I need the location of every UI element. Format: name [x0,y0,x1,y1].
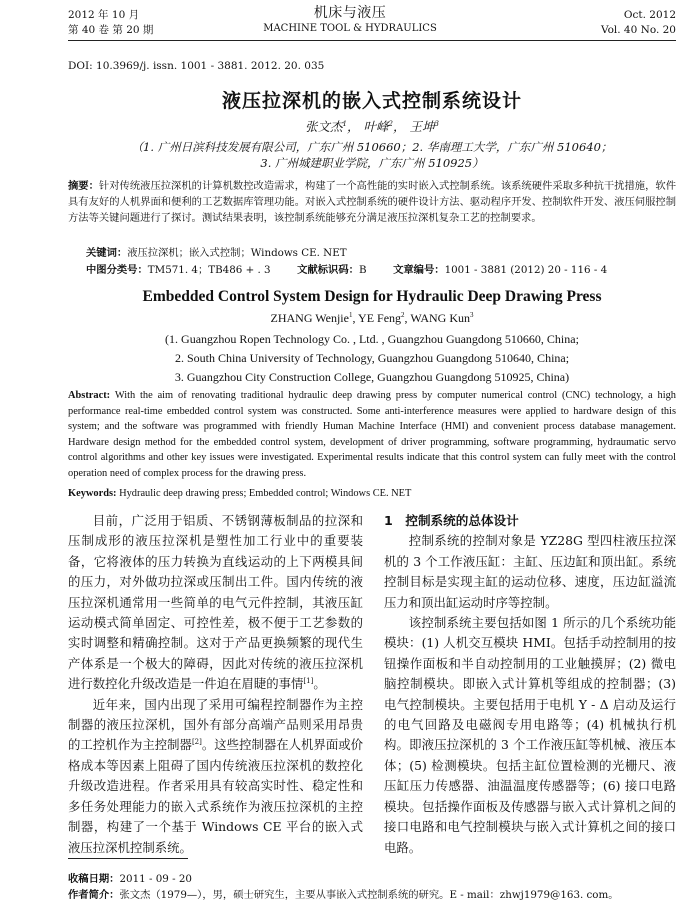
received-value: 2011 - 09 - 20 [119,873,192,885]
authors-zh: 张文杰$^1$， 叶峰$^2$， 王坤$^3$ [305,119,439,134]
author-bio-label: 作者简介： [68,889,120,901]
title-en: Embedded Control System Design for Hydraulic Deep Drawing Press [142,288,602,305]
affiliation-line-en: 2. South China University of Technology, Guangzhou Guangdong 510640, China; [174,351,570,365]
citation-ref: [2] [191,738,202,747]
author-bio-text: 张文杰（1979—），男，硕士研究生，主要从事嵌入式控制系统的研究。E - mail：zhwj1979@163. com。 [119,889,619,901]
abstract-text: 针对传统液压拉深机的计算机数控改造需求，构建了一个高性能的实时嵌入式控制系统。该系统硬件采取多种抗干扰措施，软件具有友好的人机界面和便利的工艺数据库管理功能。对嵌入式控制系统的硬件设计方法、驱动程序开发、控制软件开发、液压伺服控制方法等关键问题进行了探讨。测试结果表明，该控制系统能够充分满足液压拉深机复杂工艺的控制要求。 [68,180,677,225]
author-affiliation-mark: 2 [401,311,405,319]
journal-title [200,6,500,36]
footnote-received [68,872,676,887]
abstract-zh [68,178,676,227]
body-paragraph: 目前，广泛用于铝质、不锈钢薄板制品的拉深和压制成形的液压拉深机是塑性加工行业中的重要装备，它将液体的压力转换为直线运动的上下两模具间的压力，对外做功拉深或压制出工件。国内传统的液压拉深机通常用一些简单的电气元件控制，其液压缸运动模式简单固定、可控性差，极不便于工艺参数的实时调整和精确控制。这对于产品更换频繁的现代生产体系是一个极大的障碍，因此对传统的液压拉深机进行数控化升级改造是一件迫在眉睫的事情[1]。 [68,513,363,692]
keywords-zh [86,244,347,259]
author-name: 张文杰 [305,119,343,134]
body-paragraph: 该控制系统主要包括如图 1 所示的几个系统功能模块：(1) 人机交互模块 HMI。包括手动控制用的按钮操作面板和半自动控制用的工业触摸屏；(2) 微电脑控制模块。即嵌入式计算机等组成的控制器；(3) 电气控制模块。主要包括用于电机 Y - Δ 启动及运行的电气回路及电磁阀专用电路等；(4) 机械执行机构。即液压拉深机的 3 个工作液压缸等机械、液压本体；(5) 检测模块。包括主缸位置检测的光栅尺、液压缸压力传感器、油温温度传感器等；(6) 接口电路模块。包括操作面板及传感器与嵌入式计算机之间的接口电路和电气控制模块与嵌入式计算机之间的接口电路。 [384,615,676,855]
abstract-en [68,388,676,482]
author-name: 王坤 [409,119,435,134]
author-affiliation-mark: 3 [434,119,439,128]
issue-date-en: Oct. 2012 [623,9,676,21]
classification-line [86,261,676,276]
keywords-label-en: Keywords: [68,488,117,499]
affiliation-line-en: 3. Guangzhou City Construction College, Guangzhou Guangdong 510925, China) [174,370,570,384]
keywords-en [68,488,411,499]
article-no-label: 文章编号： [393,264,445,276]
issue-volume-en: Vol. 40 No. 20 [600,24,676,36]
abstract-label: 摘要： [68,180,99,192]
author-name-en: YE Feng [358,311,402,325]
journal-name-en: MACHINE TOOL & HYDRAULICS [263,23,437,34]
clc-label: 中图分类号： [86,264,148,276]
authors-en: ZHANG Wenjie$^1$, YE Feng$^2$, WANG Kun$^3$ [270,311,474,325]
abstract-text-en: With the aim of renovating traditional hydraulic deep drawing press by computer numerical control (CNC) technology, a high performance real-time embedded control system was constructed. Some anti-interference measures were applied to hardware design of this system; and the software was programmed with friendly Human Machine Interface (HMI) and convenient process database management. Hardware design method for the embedded control system, development of driver programming, software programming, hydraumatic servo control algorithms and other key issues were investigated. Experimental results indicate that this control system can fully meet with the control operation need of complex process for the drawing press. [68,390,676,479]
issue-volume: 第 40 卷 第 20 期 [68,24,154,36]
journal-name-zh: 机床与液压 [313,5,387,21]
doc-code-value: B [358,264,367,276]
body-column-right [384,511,676,858]
affiliations-zh [68,139,676,171]
page-title: 液压拉深机的嵌入式控制系统设计 [221,90,522,112]
abstract-label-en: Abstract: [68,390,111,401]
body-paragraph: 近年来，国内出现了采用可编程控制器作为主控制器的液压拉深机，国外有部分高端产品则采用昂贵的工控机作为主控制器[2]。这些控制器在人机界面或价格成本等因素上阻碍了国内传统液压拉深机的数控化升级改造进程。作者采用具有较高实时性、稳定性和多任务处理能力的嵌入式系统作为液压拉深机的主控制器，构建了一个基于 Windows CE 平台的嵌入式液压拉深机控制系统。 [68,696,364,855]
citation-ref: [1] [303,677,314,686]
keywords-label: 关键词： [86,247,128,259]
author-affiliation-mark: 2 [388,119,393,128]
author-name-en: WANG Kun [410,311,470,325]
received-label: 收稿日期： [68,873,120,885]
affiliation-line: （1. 广州日滨科技发展有限公司，广东广州 510660；2. 华南理工大学，广东广州 510640； [131,140,613,154]
affiliations-en [68,330,676,387]
header-rule [68,40,676,41]
body-paragraph: 控制系统的控制对象是 YZ28G 型四柱液压拉深机的 3 个工作液压缸：主缸、压边缸和顶出缸。系统控制目标是实现主缸的运动位移、速度，压边缸溢流压力和顶出缸运动时序等控制。 [384,533,676,610]
author-affiliation-mark: 1 [348,311,353,319]
author-name: 叶峰 [363,119,389,134]
doc-code-label: 文献标识码： [297,264,359,276]
clc-value: TM571. 4；TB486 + . 3 [147,264,271,276]
keywords-text: 液压拉深机；嵌入式控制；Windows CE. NET [127,247,347,259]
affiliation-line-en: (1. Guangzhou Ropen Technology Co. , Ltd. , Guangzhou Guangdong 510660, China; [165,332,579,346]
affiliation-line: 3. 广州城建职业学院，广东广州 510925） [260,156,484,170]
issue-date: 2012 年 10 月 [68,9,140,21]
article-no-value: 1001 - 3881 (2012) 20 - 116 - 4 [444,264,608,276]
author-name-en: ZHANG Wenjie [270,311,349,325]
footnote-rule [68,858,188,859]
section-heading: 1 控制系统的总体设计 [384,513,519,528]
body-column-left [68,511,363,858]
footnote-author [68,888,676,903]
author-affiliation-mark: 1 [342,119,348,128]
author-affiliation-mark: 3 [470,311,474,319]
keywords-text-en: Hydraulic deep drawing press; Embedded control; Windows CE. NET [119,488,412,499]
doi: DOI: 10.3969/j. issn. 1001 - 3881. 2012. 20. 035 [68,60,325,72]
